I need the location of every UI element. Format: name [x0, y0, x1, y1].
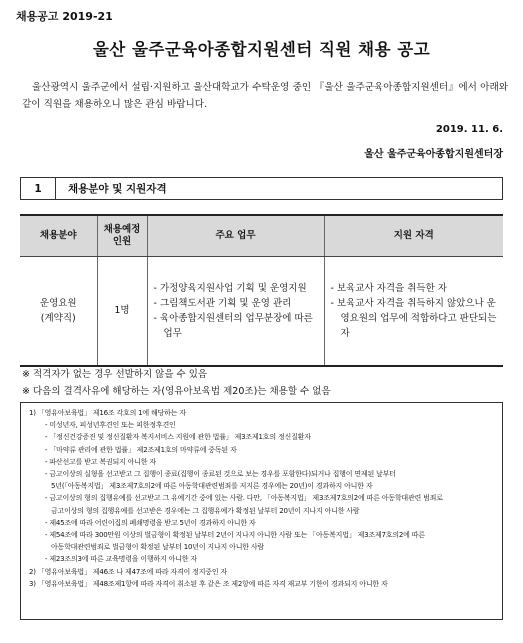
- duty-item: - 그림책도서관 기획 및 운영 관리: [153, 297, 292, 309]
- count-cell: 1명: [97, 256, 147, 366]
- notice-date: 2019. 11. 6.: [435, 124, 503, 135]
- page-title: 울산 울주군육아종합지원센터 직원 채용 공고: [92, 40, 431, 59]
- header-count: 채용예정 인원: [97, 215, 147, 256]
- duties-cell: [147, 256, 324, 366]
- recruitment-table: [20, 214, 503, 367]
- section-title: 채용분야 및 지원자격: [68, 183, 167, 195]
- note-disqualification: ※ 다음의 결격사유에 해당하는 자(영유아보육법 제20조)는 채용할 수 없음: [22, 386, 331, 397]
- disqualification-item: - 금고이상의 실형을 선고받고 그 집행이 종료(집행이 종료된 것으로 보는 경우를 포함한다)되거나 집행이 면제된 날부터: [45, 470, 396, 479]
- field-name: 운영요원: [39, 297, 77, 309]
- note-no-suitable-candidate: ※ 적격자가 없는 경우 선발하지 않을 수 있음: [22, 369, 208, 380]
- disqualification-item: - 제45조에 따라 어린이집의 폐쇄명령을 받고 5년이 경과하지 아니한 자: [45, 518, 256, 527]
- intro-paragraph: 울산광역시 울주군에서 설립·지원하고 울산대학교가 수탁운영 중인 『울산 울주군육아종합지원센터』에서 아래와 같이 직원을 채용하오니 많은 관심 바랍니다.: [22, 82, 508, 110]
- field-type: (계약직): [40, 312, 76, 324]
- disqualification-item: 금고이상의 형의 집행유예를 선고받은 경우에는 그 집행유예가 확정된 날부터 20년이 지나지 아니한 사람: [51, 506, 360, 515]
- notice-number: 채용공고 2019-21: [16, 10, 113, 23]
- disqualification-item: 아동학대관련범죄로 벌금형이 확정된 날부터 10년이 지나지 아니한 사람: [51, 543, 264, 552]
- issuing-organization: 울산 울주군육아종합지원센터장: [364, 149, 503, 160]
- header-duties: 주요 업무: [147, 215, 324, 256]
- disqualification-item: - 파산선고를 받고 복권되지 아니한 자: [45, 457, 156, 466]
- table-row: [20, 256, 503, 366]
- qualification-item: - 보육교사 자격을 취득하지 않았으나 운영요원의 업무에 적합하다고 판단되는 자: [330, 297, 497, 339]
- header-qualifications: 지원 자격: [324, 215, 503, 256]
- disqualification-item: 2) 「영유아보육법」 제46조 나 제47조에 따라 자격이 정지중인 자: [29, 567, 227, 576]
- disqualification-item: - 금고이상의 형의 집행유예를 선고받고 그 유예기간 중에 있는 사람. 다만, 「아동복지법」 제3조제7호의2에 따른 아동학대관련 범죄로: [45, 494, 443, 503]
- section-number: 1: [21, 178, 56, 199]
- disqualification-item: - 미성년자, 피성년후견인 또는 피한정후견인: [45, 421, 176, 430]
- disqualification-item: - 「정신건강증진 및 정신질환자 복지서비스 지원에 관한 법률」 제3조제1호의 정신질환자: [45, 433, 311, 442]
- section-header: [20, 177, 503, 200]
- table-header-row: [20, 215, 503, 256]
- header-field: 채용분야: [20, 215, 97, 256]
- disqualification-box: [20, 402, 503, 620]
- duty-item: - 가정양육지원사업 기획 및 운영지원: [153, 282, 307, 294]
- disqualification-item: 3) 「영유아보육법」 제48조제1항에 따라 자격이 취소된 후 같은 조 제2항에 따른 자격 재교부 기한이 경과되지 아니한 자: [29, 579, 388, 588]
- disqualification-item: - 제54조에 따라 300만원 이상의 벌금형이 확정된 날부터 2년이 지나지 아니한 사람 또는 「아동복지법」 제3조제7호의2에 따른: [45, 531, 425, 540]
- disqualification-item: - 「마약류 관리에 관한 법률」 제2조제1호의 마약류에 중독된 자: [45, 445, 237, 454]
- disqualification-item: - 제23조의3에 따른 교육명령을 이행하지 아니한 자: [45, 555, 197, 564]
- qualifications-cell: [324, 256, 503, 366]
- qualification-item: - 보육교사 자격을 취득한 자: [330, 282, 447, 294]
- disqualification-item: 5년(「아동복지법」 제3조제7호의2에 따른 아동학대관련범죄를 저지른 경우에는 20년)이 경과하지 아니한 자: [51, 482, 373, 491]
- disqualification-item: 1) 「영유아보육법」 제16조 각호의 1에 해당하는 자: [29, 409, 186, 417]
- duty-item: - 육아종합지원센터의 업무분장에 따른 업무: [153, 312, 313, 339]
- field-cell: [20, 256, 97, 366]
